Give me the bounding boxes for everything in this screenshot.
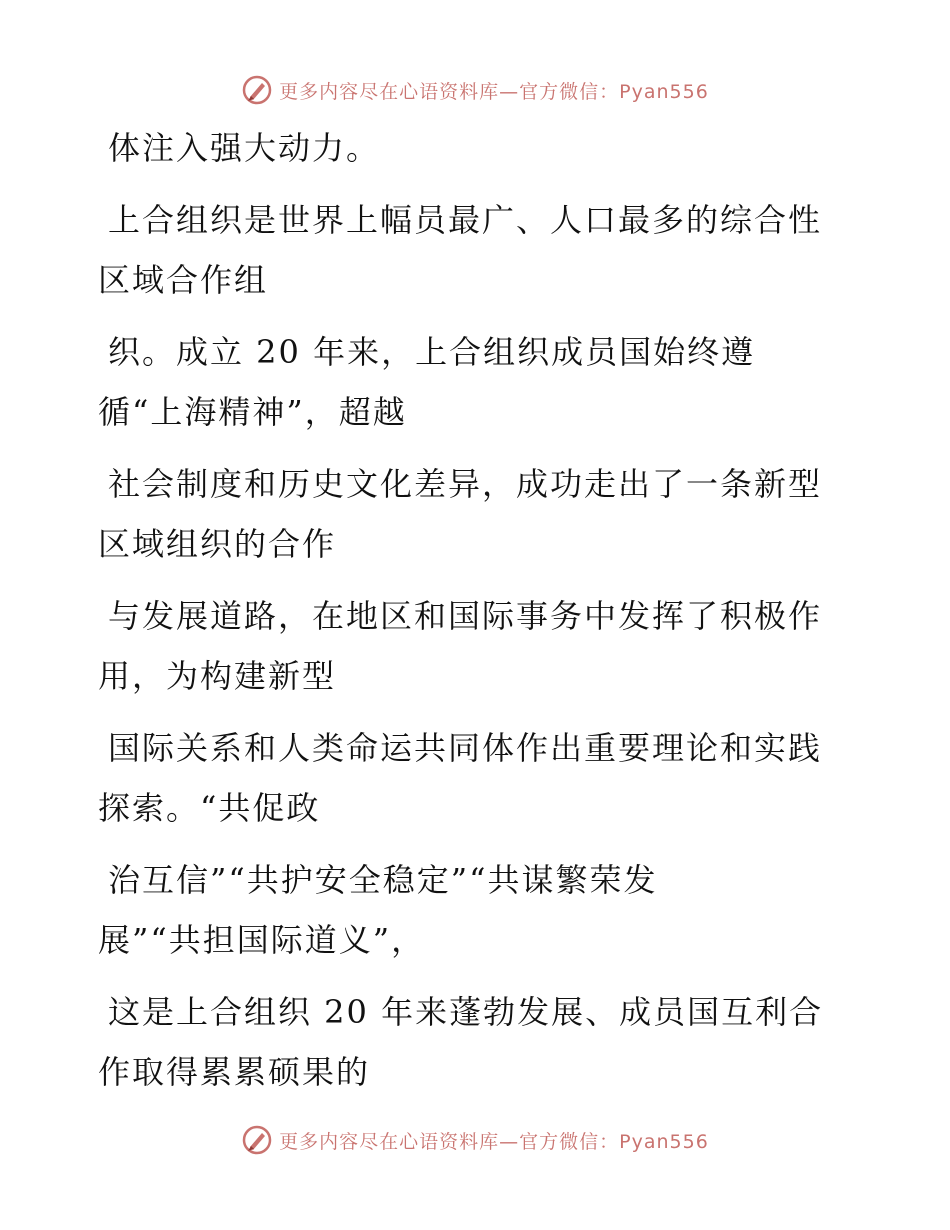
text-line: 织。成立 20 年来，上合组织成员国始终遵	[108, 333, 756, 371]
text-line: 国际关系和人类命运共同体作出重要理论和实践	[108, 729, 823, 767]
text-line: 与发展道路，在地区和国际事务中发挥了积极作	[108, 597, 823, 635]
text-line: 展”“共担国际道义”，	[98, 921, 426, 959]
paragraph	[98, 118, 858, 178]
text-line: 上合组织是世界上幅员最广、人口最多的综合性	[108, 201, 823, 239]
paragraph	[98, 586, 858, 706]
paragraph	[98, 850, 858, 970]
paragraph	[98, 190, 858, 310]
paragraph	[98, 718, 858, 838]
paragraph	[98, 982, 858, 1102]
text-line: 探索。“共促政	[98, 789, 321, 827]
text-line: 这是上合组织 20 年来蓬勃发展、成员国互利合	[108, 993, 824, 1031]
paragraph	[98, 322, 858, 442]
footer-watermark	[0, 1120, 950, 1160]
header-watermark	[0, 70, 950, 110]
text-line: 区域合作组	[98, 261, 269, 299]
watermark-text: 更多内容尽在心语资料库—官方微信：Pyan556	[279, 80, 709, 103]
paragraph	[98, 454, 858, 574]
text-line: 区域组织的合作	[98, 525, 337, 563]
text-line: 作取得累累硕果的	[98, 1053, 371, 1091]
text-line: 用，为构建新型	[98, 657, 337, 695]
text-line: 循“上海精神”，超越	[98, 393, 407, 431]
pen-logo-icon	[241, 74, 273, 106]
watermark-text: 更多内容尽在心语资料库—官方微信：Pyan556	[279, 1130, 709, 1153]
text-line: 治互信”“共护安全稳定”“共谋繁荣发	[108, 861, 658, 899]
text-line: 社会制度和历史文化差异，成功走出了一条新型	[108, 465, 823, 503]
text-line: 体注入强大动力。	[108, 129, 381, 167]
pen-logo-icon	[241, 1124, 273, 1156]
document-body	[98, 118, 858, 1114]
